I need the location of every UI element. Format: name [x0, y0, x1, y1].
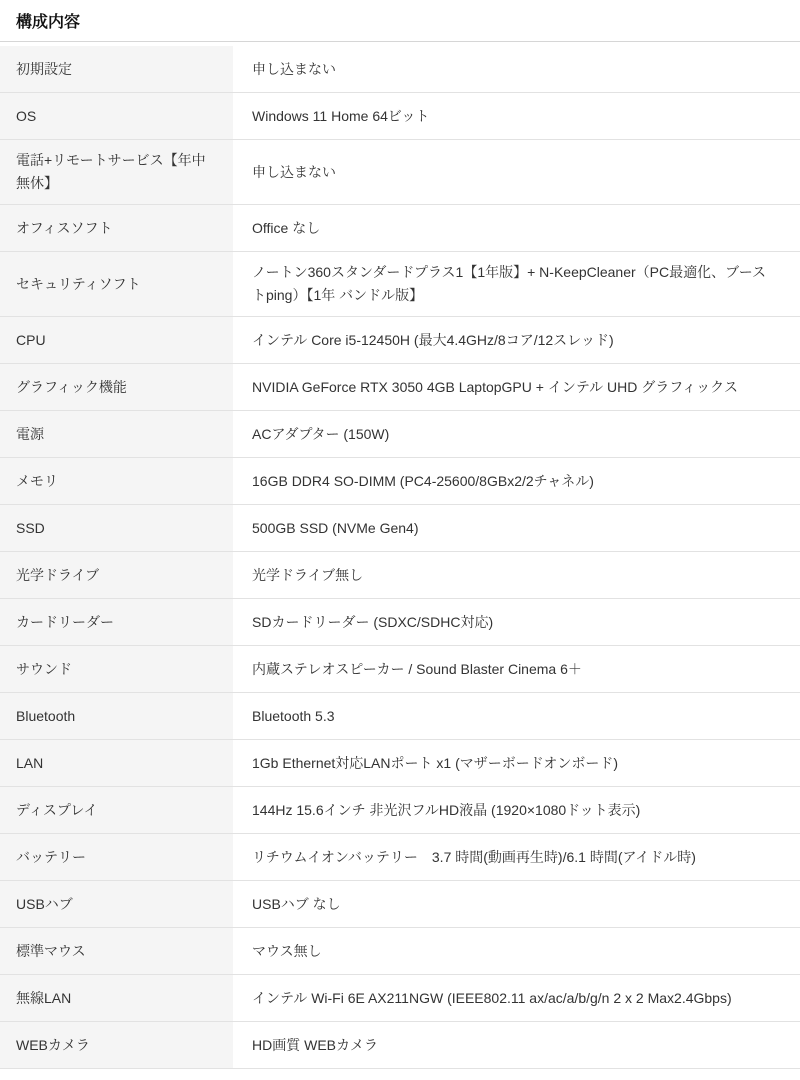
spec-row-label: 光学ドライブ [0, 552, 233, 598]
spec-row-label: CPU [0, 317, 233, 363]
spec-row-value: 内蔵ステレオスピーカー / Sound Blaster Cinema 6＋ [252, 660, 582, 677]
spec-row [0, 693, 800, 740]
spec-row-value: USBハブ なし [252, 895, 341, 912]
spec-row [0, 140, 800, 205]
spec-row-value: 申し込まない [252, 60, 336, 77]
spec-row [0, 46, 800, 93]
spec-row-label: グラフィック機能 [0, 364, 233, 410]
page-title: 構成内容 [0, 0, 800, 42]
spec-row-value: インテル Wi-Fi 6E AX211NGW (IEEE802.11 ax/ac/a/b/g/n 2 x 2 Max2.4Gbps) [252, 989, 732, 1006]
spec-row-label: SSD [0, 505, 233, 551]
spec-row-label: セキュリティソフト [0, 252, 233, 316]
spec-row-label: メモリ [0, 458, 233, 504]
spec-row-value: 16GB DDR4 SO-DIMM (PC4-25600/8GBx2/2チャネル) [252, 472, 594, 489]
spec-row [0, 552, 800, 599]
spec-row-label: Bluetooth [0, 693, 233, 739]
spec-row-label: カードリーダー [0, 599, 233, 645]
spec-row-label: LAN [0, 740, 233, 786]
spec-row [0, 740, 800, 787]
spec-row [0, 317, 800, 364]
spec-row-value: SDカードリーダー (SDXC/SDHC対応) [252, 613, 494, 630]
spec-row [0, 599, 800, 646]
spec-row-label: 無線LAN [0, 975, 233, 1021]
spec-row-value: NVIDIA GeForce RTX 3050 4GB LaptopGPU + インテル UHD グラフィックス [252, 378, 738, 395]
spec-row [0, 411, 800, 458]
spec-row [0, 205, 800, 252]
spec-row [0, 364, 800, 411]
spec-row-label: 電話+リモートサービス【年中無休】 [0, 140, 233, 204]
spec-row-label: ディスプレイ [0, 787, 233, 833]
spec-row [0, 252, 800, 317]
spec-row [0, 458, 800, 505]
spec-row-value: HD画質 WEBカメラ [252, 1036, 378, 1053]
spec-row-label: 初期設定 [0, 46, 233, 92]
spec-row-label: バッテリー [0, 834, 233, 880]
spec-row [0, 787, 800, 834]
spec-row-label: WEBカメラ [0, 1022, 233, 1068]
spec-row [0, 834, 800, 881]
spec-row-value: インテル Core i5-12450H (最大4.4GHz/8コア/12スレッド) [252, 331, 614, 348]
spec-row-value: 1Gb Ethernet対応LANポート x1 (マザーボードオンボード) [252, 754, 618, 771]
spec-row-value: Windows 11 Home 64ビット [252, 107, 430, 124]
spec-row-label: オフィスソフト [0, 205, 233, 251]
spec-table [0, 46, 800, 1069]
spec-row-value: Bluetooth 5.3 [252, 707, 335, 724]
spec-row [0, 928, 800, 975]
spec-row [0, 505, 800, 552]
spec-row-label: サウンド [0, 646, 233, 692]
spec-row-label: 標準マウス [0, 928, 233, 974]
spec-row-label: 電源 [0, 411, 233, 457]
spec-row-value: 500GB SSD (NVMe Gen4) [252, 519, 419, 536]
spec-row-label: OS [0, 93, 233, 139]
spec-row [0, 1022, 800, 1069]
spec-row-value: リチウムイオンバッテリー 3.7 時間(動画再生時)/6.1 時間(アイドル時) [252, 848, 696, 865]
spec-row-label: USBハブ [0, 881, 233, 927]
spec-row-value: ACアダプター (150W) [252, 425, 390, 442]
spec-row [0, 881, 800, 928]
spec-row-value: 光学ドライブ無し [252, 566, 364, 583]
spec-row [0, 646, 800, 693]
spec-row [0, 975, 800, 1022]
spec-row-value: 申し込まない [252, 163, 336, 180]
spec-row-value: マウス無し [252, 942, 322, 959]
spec-row [0, 93, 800, 140]
spec-row-value: Office なし [252, 219, 321, 236]
spec-row-value: 144Hz 15.6インチ 非光沢フルHD液晶 (1920×1080ドット表示) [252, 801, 641, 818]
spec-row-value: ノートン360スタンダードプラス1【1年版】+ N-KeepCleaner（PC最適化、ブーストping）【1年 バンドル版】 [252, 264, 766, 303]
